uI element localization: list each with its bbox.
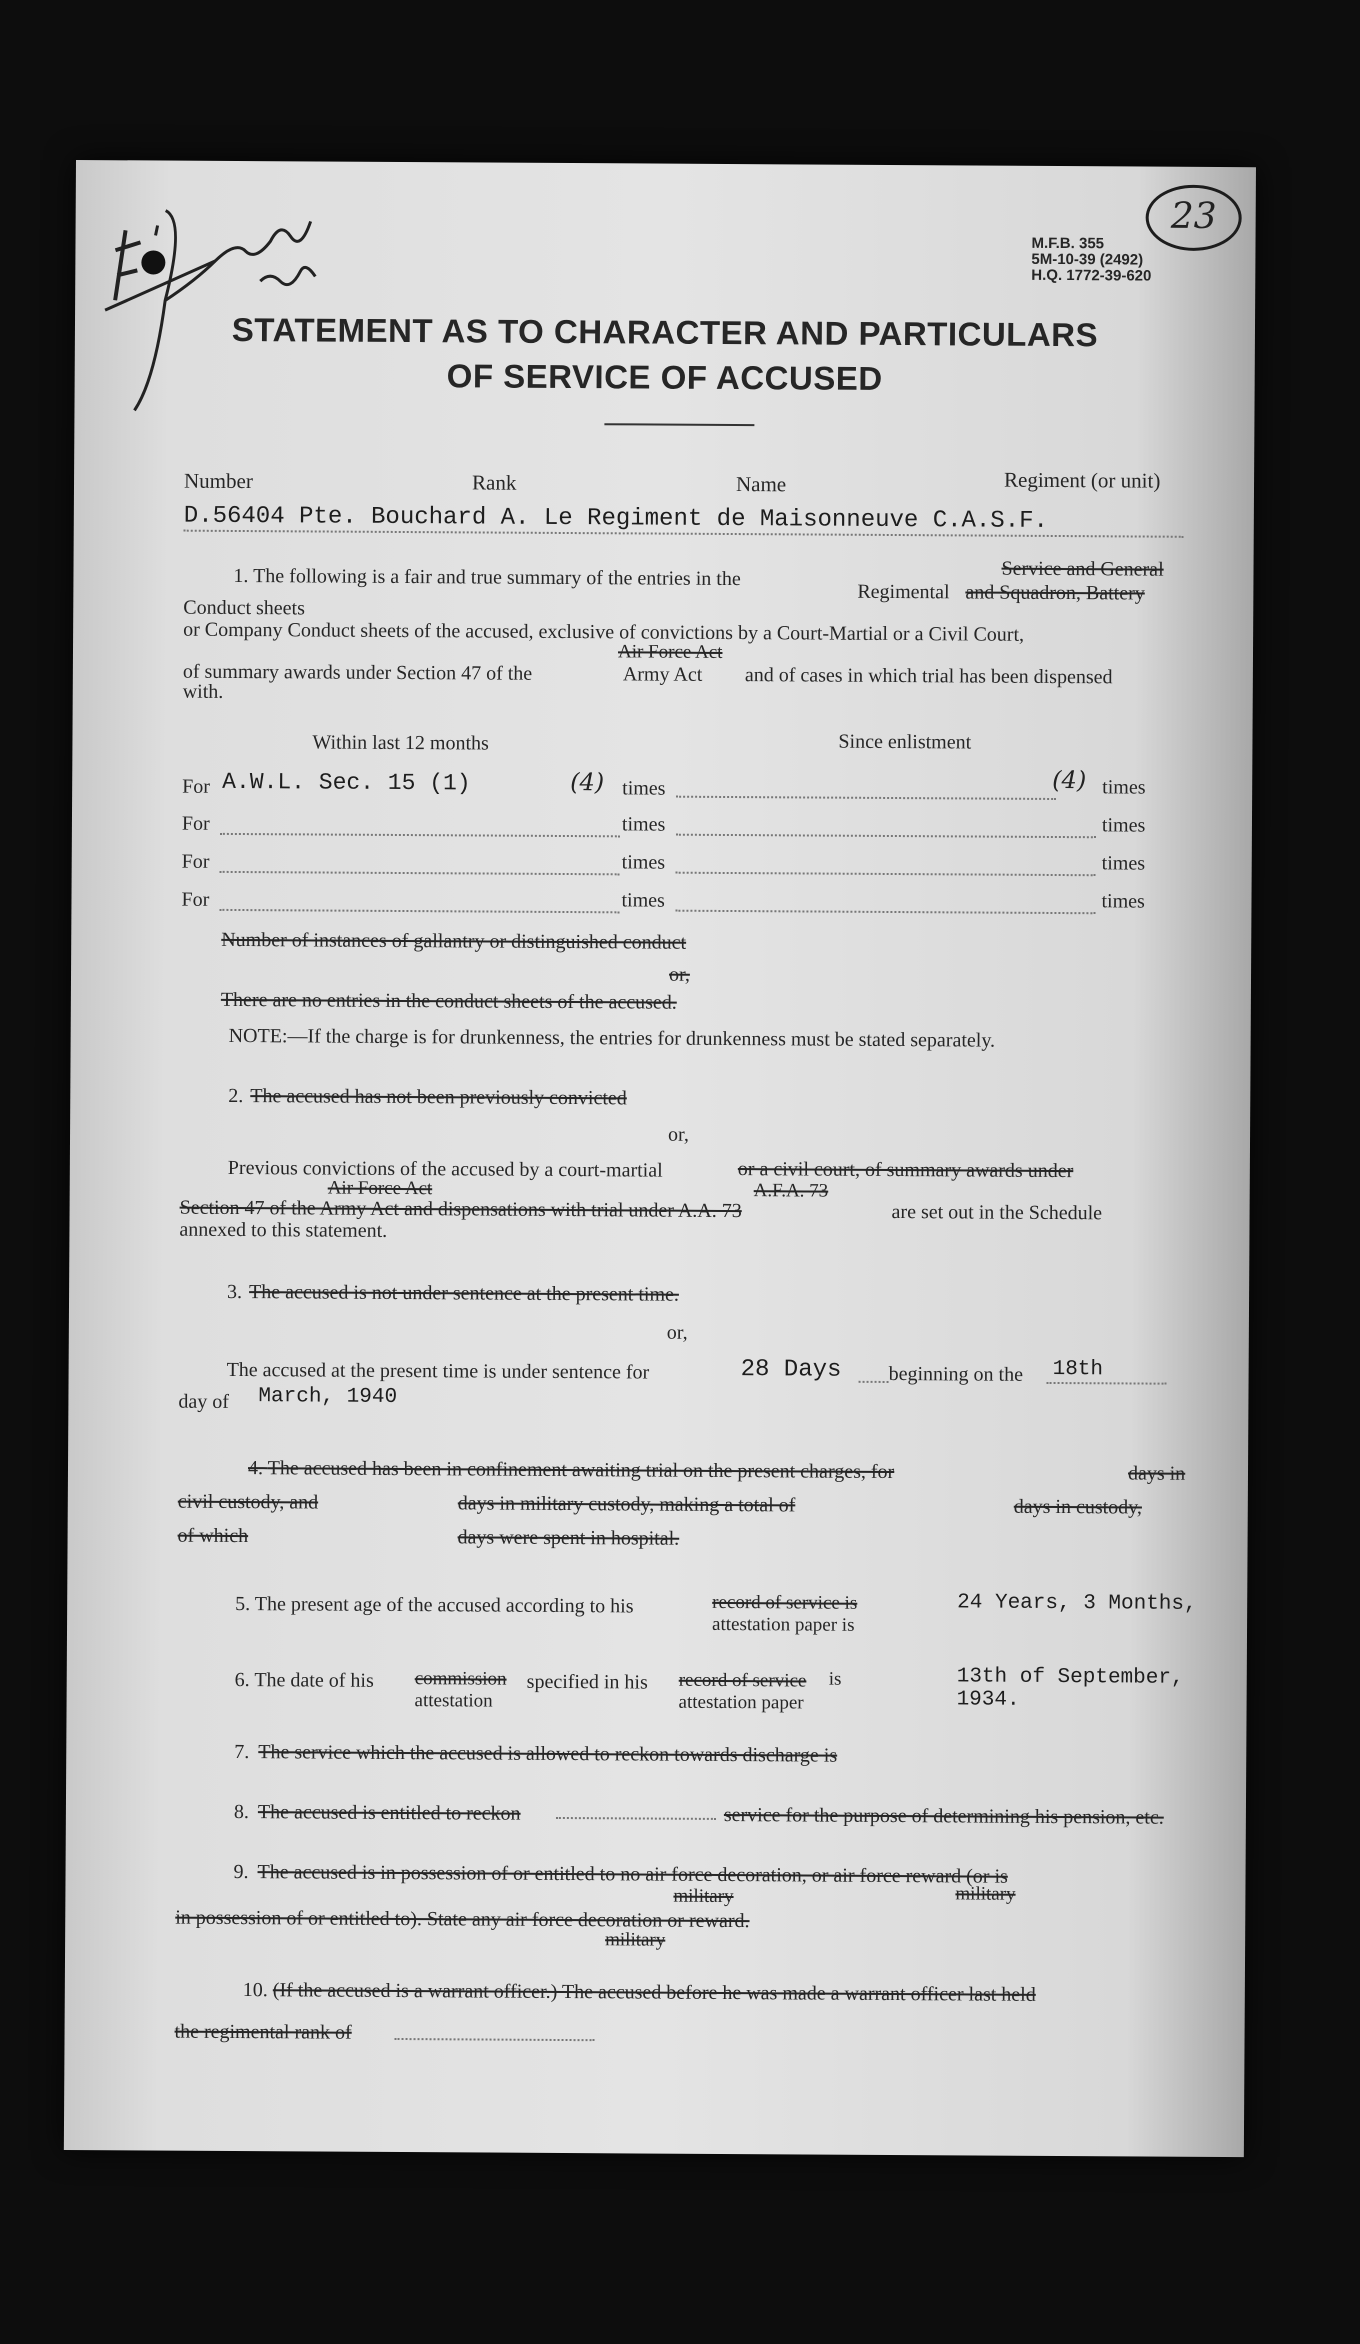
s6-text2: specified in his xyxy=(526,1670,648,1694)
s1-since: Since enlistment xyxy=(838,730,972,754)
s1-line3a: of summary awards under Section 47 of the xyxy=(182,660,533,685)
s2-struck-not-convicted: The accused has not been previously convicted xyxy=(250,1085,627,1110)
s9-military1: military xyxy=(673,1885,734,1908)
times-4b: times xyxy=(1101,890,1145,913)
s3-start-month: March, 1940 xyxy=(258,1385,398,1409)
s6-date: 13th of September, 1934. xyxy=(956,1665,1184,1712)
s9-struck1: The accused is in possession of or entitled to no air force decoration, or air force reward (or is xyxy=(257,1861,1008,1888)
header-number: Number xyxy=(183,468,253,494)
s1-within: Within last 12 months xyxy=(312,731,489,755)
header-name: Name xyxy=(735,472,787,497)
s4-line3b: days were spent in hospital. xyxy=(457,1526,680,1550)
s10-dots xyxy=(395,2038,595,2041)
s1-struck-gallantry: Number of instances of gallantry or distinguished conduct xyxy=(221,928,687,954)
s1-line2: or Company Conduct sheets of the accused, exclusive of convictions by a Court-Martial or a Civil Court, xyxy=(183,618,1025,646)
s2-annexed: annexed to this statement. xyxy=(179,1218,388,1242)
dots-1 xyxy=(676,796,1056,800)
times-4a: times xyxy=(621,889,665,912)
s8-num: 8. xyxy=(233,1800,249,1824)
for-row-4: For xyxy=(181,888,210,911)
dots-3a xyxy=(220,871,620,875)
s3-text-b: beginning on the xyxy=(888,1362,1024,1386)
s2-struck-airforce: Air Force Act xyxy=(327,1177,433,1200)
s2-struck-afa: A.F.A. 73 xyxy=(753,1180,829,1202)
s4-line2: civil custody, and xyxy=(177,1490,319,1514)
s1-count-within: (4) xyxy=(570,768,605,797)
s1-conduct-sheets: Conduct sheets xyxy=(183,596,305,620)
for-row-1: For xyxy=(182,775,211,798)
s5-attestation: attestation paper is xyxy=(712,1613,855,1636)
dots-2b xyxy=(676,834,1096,839)
s1-struck-service: Service and General xyxy=(1001,557,1164,581)
dots-4a xyxy=(219,909,619,913)
times-1b: times xyxy=(1102,776,1146,799)
s2-prev: Previous convictions of the accused by a court-martial xyxy=(227,1156,663,1182)
s5-age: 24 Years, 3 Months, xyxy=(957,1591,1197,1616)
title-line-1: STATEMENT AS TO CHARACTER AND PARTICULARS xyxy=(231,310,1099,354)
times-3b: times xyxy=(1101,852,1146,875)
s1-line3b: and of cases in which trial has been dispensed xyxy=(744,664,1113,689)
times-3a: times xyxy=(621,851,666,874)
s7-num: 7. xyxy=(234,1740,250,1764)
s2-struck-line2: Section 47 of the Army Act and dispensations with trial under A.A. 73 xyxy=(179,1196,742,1223)
s1-army-act: Army Act xyxy=(622,663,703,686)
s3-dots-b xyxy=(1047,1382,1167,1385)
s8-struck2: service for the purpose of determining his pension, etc. xyxy=(723,1803,1164,1829)
s1-intro: 1. The following is a fair and true summary of the entries in the xyxy=(233,564,741,591)
s1-struck-airforce: Air Force Act xyxy=(617,641,723,663)
s5-struck: record of service is xyxy=(712,1591,858,1614)
s2-schedule: are set out in the Schedule xyxy=(891,1201,1103,1225)
times-1a: times xyxy=(622,777,666,800)
s3-day-of: day of xyxy=(178,1390,230,1413)
s1-line4: with. xyxy=(182,680,224,703)
s9-num: 9. xyxy=(233,1860,249,1884)
header-regiment: Regiment (or unit) xyxy=(1003,467,1161,493)
s6-struck1: commission xyxy=(414,1668,507,1690)
s8-dots xyxy=(556,1817,716,1820)
s6-attestation: attestation xyxy=(414,1690,493,1712)
s9-military3: military xyxy=(605,1929,666,1951)
s1-count-since: (4) xyxy=(1052,765,1087,795)
s3-sentence: 28 Days xyxy=(740,1356,842,1384)
form-code: M.F.B. 355 5M-10-39 (2492) H.Q. 1772-39-620 xyxy=(1031,234,1152,285)
header-rank: Rank xyxy=(471,470,517,495)
s4-line2b: days in military custody, making a total of xyxy=(457,1492,796,1517)
times-2b: times xyxy=(1101,814,1146,837)
s5-text: 5. The present age of the accused according to his xyxy=(235,1592,634,1618)
s1-offence: A.W.L. Sec. 15 (1) xyxy=(222,768,471,797)
s3-num: 3. xyxy=(227,1280,243,1304)
soldier-line: D.56404 Pte. Bouchard A. Le Regiment de Maisonneuve C.A.S.F. xyxy=(184,503,1184,538)
dots-4b xyxy=(675,910,1095,915)
s3-dots-a xyxy=(859,1381,889,1383)
s1-struck-squadron: and Squadron, Battery xyxy=(965,581,1145,605)
s6-text: 6. The date of his xyxy=(234,1668,374,1692)
s1-or: or, xyxy=(668,963,690,986)
s3-text-a: The accused at the present time is under sentence for xyxy=(226,1358,650,1384)
s10-num: 10. xyxy=(242,1979,268,2002)
dots-2a xyxy=(220,833,620,837)
title-line-2: OF SERVICE OF ACCUSED xyxy=(446,357,883,397)
s1-note: NOTE:—If the charge is for drunkenness, the entries for drunkenness must be stated separately. xyxy=(228,1024,996,1052)
s4-line3: of which xyxy=(177,1524,249,1548)
s1-struck-noentries: There are no entries in the conduct sheets of the accused. xyxy=(220,988,677,1014)
s2-num: 2. xyxy=(228,1084,244,1108)
s3-start-day: 18th xyxy=(1052,1357,1104,1382)
s2-or: or, xyxy=(667,1123,689,1146)
s6-struck2: record of service xyxy=(678,1669,807,1692)
for-row-2: For xyxy=(181,812,210,835)
s4-line1: 4. The accused has been in confinement awaiting trial on the present charges, for xyxy=(247,1457,895,1484)
for-row-3: For xyxy=(181,850,210,873)
s9-military2: military xyxy=(955,1883,1016,1905)
s7-struck: The service which the accused is allowed to reckon towards discharge is xyxy=(258,1741,838,1767)
s2-struck-civil: or a civil court, of summary awards under xyxy=(737,1158,1074,1183)
s6-paper: attestation paper xyxy=(678,1691,804,1714)
title-rule xyxy=(604,423,754,426)
stamp-number: 23 xyxy=(1145,185,1241,252)
s10-struck2: the regimental rank of xyxy=(174,2020,352,2044)
s4-line2c: days in custody, xyxy=(1013,1495,1142,1519)
s3-struck: The accused is not under sentence at the present time. xyxy=(249,1281,679,1306)
times-2a: times xyxy=(621,813,666,836)
s3-or: or, xyxy=(666,1321,688,1344)
s8-struck1: The accused is entitled to reckon xyxy=(257,1801,521,1825)
dots-3b xyxy=(676,872,1096,877)
s9-struck2: in possession of or entitled to). State any air force decoration or reward. xyxy=(175,1906,750,1933)
document-page xyxy=(64,160,1256,2157)
s4-days-in: days in xyxy=(1127,1462,1186,1485)
s1-regimental: Regimental xyxy=(857,580,950,604)
s10-struck1: (If the accused is a warrant officer.) The accused before he was made a warrant officer last held xyxy=(272,1979,1036,2006)
s6-is: is xyxy=(828,1668,842,1690)
